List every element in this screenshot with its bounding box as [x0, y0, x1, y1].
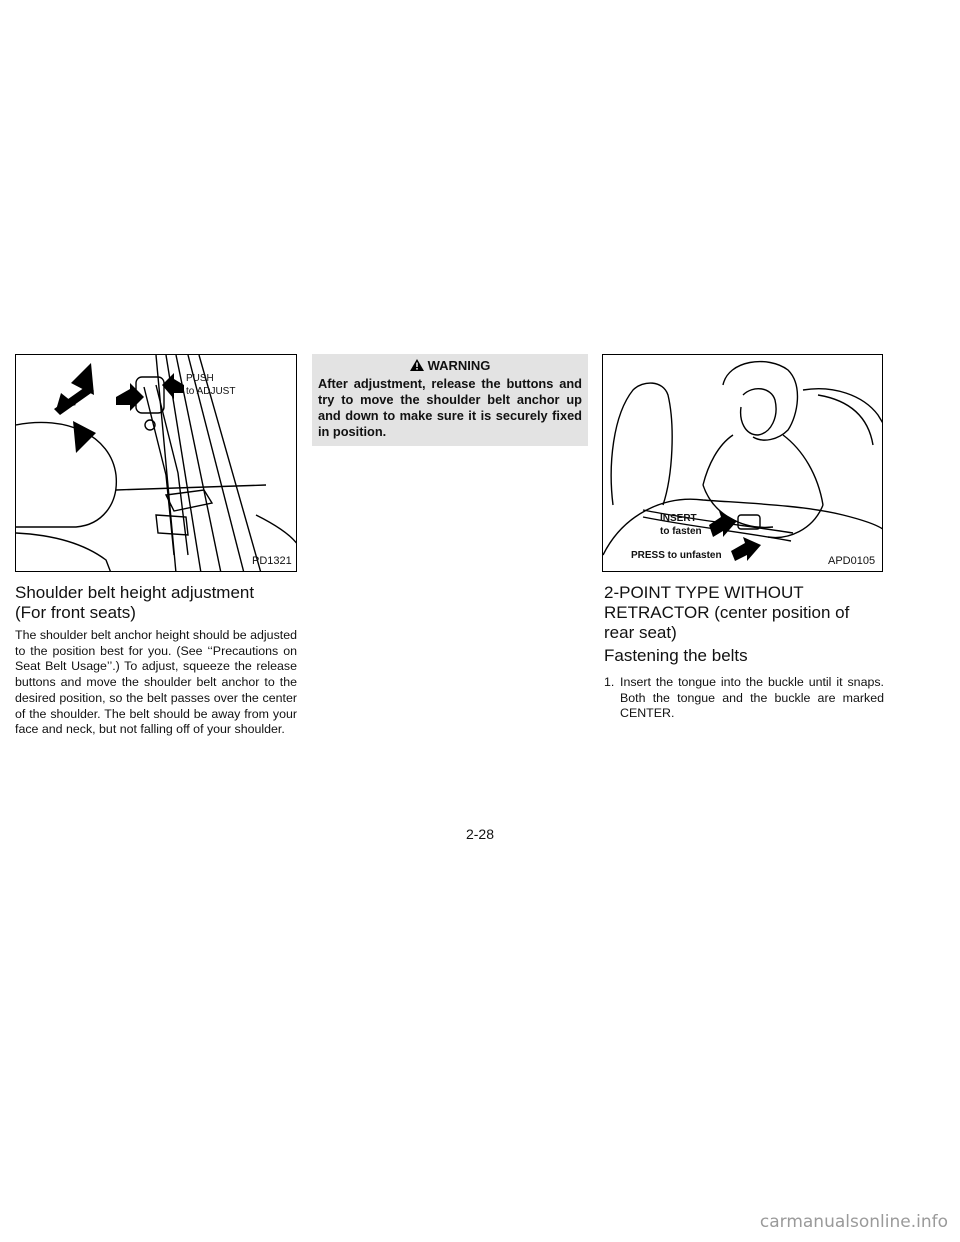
warning-header [312, 358, 588, 373]
steps-list [604, 675, 884, 722]
section-heading [604, 583, 849, 643]
step-number: 1. [604, 675, 615, 689]
section-heading [15, 583, 254, 623]
push-label: PUSH [186, 373, 214, 384]
shoulder-belt-adjust-figure [15, 354, 297, 572]
insert-label: INSERT [660, 513, 697, 524]
page-number: 2-28 [465, 826, 495, 842]
subheading: Fastening the belts [604, 646, 748, 665]
warning-text: After adjustment, release the buttons and try to move the shoulder belt anchor up and down to make sure it is securely fixed in position. [318, 376, 582, 439]
press-unfasten-label: PRESS to unfasten [631, 550, 722, 561]
heading-line-1: 2-POINT TYPE WITHOUT [604, 583, 804, 602]
passenger-belt-illustration [603, 355, 883, 572]
heading-line-2: RETRACTOR (center position of [604, 603, 850, 622]
warning-triangle-icon [410, 359, 424, 371]
shoulder-belt-illustration [16, 355, 297, 572]
heading-line-1: Shoulder belt height adjustment [15, 583, 255, 602]
heading-line-2: (For front seats) [15, 603, 136, 622]
watermark: carmanualsonline.info [759, 1212, 948, 1232]
warning-title: WARNING [427, 358, 491, 373]
warning-box [312, 354, 588, 446]
to-adjust-label: to ADJUST [186, 386, 236, 397]
to-fasten-label: to fasten [660, 526, 702, 537]
adjustment-paragraph: The shoulder belt anchor height should be adjusted to the position best for you. (See ‘‘Precautions on Seat Belt Usage’’.) To adjust, squeeze the release buttons and move the shoulder belt anchor to the desired position, so the belt passes over the center of the shoulder. The belt should be away from your face and neck, but not falling off of your shoulder. [15, 628, 297, 737]
heading-line-3: rear seat) [604, 623, 677, 642]
figure-code: PD1321 [252, 555, 292, 567]
step-text: Insert the tongue into the buckle until it snaps. Both the tongue and the buckle are marked CENTER. [620, 675, 884, 721]
list-item [604, 675, 884, 722]
figure-code: APD0105 [828, 555, 876, 567]
belt-fastening-figure [602, 354, 883, 572]
